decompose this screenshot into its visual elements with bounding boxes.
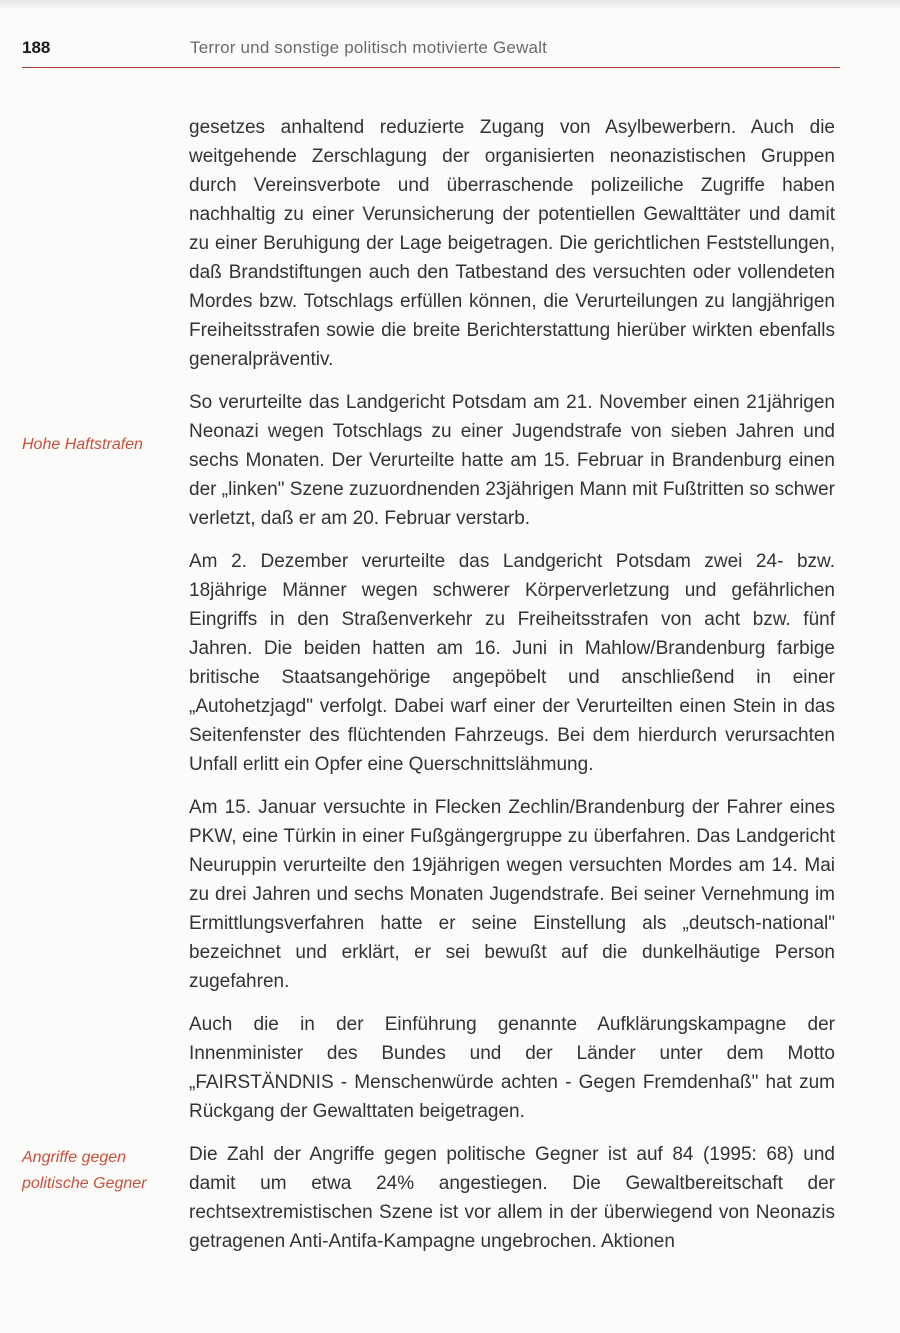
top-edge-shade	[0, 0, 900, 10]
paragraph: Auch die in der Einführung genannte Aufklärungskampagne der Innenminister des Bundes und der Länder unter dem Motto „FAIRSTÄNDNIS - Menschenwürde achten - Gegen Fremdenhaß" hat zum Rückgang der Gewalttaten beigetragen.	[189, 1014, 835, 1122]
running-title: Terror und sonstige politisch motivierte Gewalt	[190, 38, 548, 57]
paragraph: gesetzes anhaltend reduzierte Zugang von Asylbewerbern. Auch die weitgehende Zerschlagung der organisierten neonazistischen Gruppen durch Vereinsverbote und überraschende polizeiliche Zugriffe haben nachhaltig zu einer Verunsicherung der potentiellen Gewalttäter und damit zu einer Beruhigung der Lage beigetragen. Die gerichtlichen Feststellungen, daß Brandstiftungen auch den Tatbestand des versuchten oder vollendeten Mordes bzw. Totschlags erfüllen können, die Verurteilungen zu langjährigen Freiheitsstrafen sowie die breite Berichterstattung hierüber wirkten ebenfalls generalpräventiv.	[189, 117, 835, 370]
body-text	[189, 113, 835, 1270]
paragraph: Die Zahl der Angriffe gegen politische Gegner ist auf 84 (1995: 68) und damit um etwa 24% angestiegen. Die Gewaltbereitschaft der rechtsextremistischen Szene ist vor allem in der überwiegend von Neonazis getragenen Anti-Antifa-Kampagne ungebrochen. Aktionen	[189, 1144, 835, 1252]
margin-note-hohe-haftstrafen	[22, 432, 172, 458]
page-number: 188	[22, 38, 51, 57]
page-header	[22, 38, 840, 64]
paragraph: So verurteilte das Landgericht Potsdam am 21. November einen 21jährigen Neonazi wegen Totschlags zu einer Jugendstrafe von sieben Jahren und sechs Monaten. Der Verurteilte hatte am 15. Februar in Brandenburg einen der „linken" Szene zuzuordnenden 23jährigen Mann mit Fußtritten so schwer verletzt, daß er am 20. Februar verstarb.	[189, 392, 835, 529]
header-rule	[22, 67, 840, 68]
paragraph: Am 15. Januar versuchte in Flecken Zechlin/Brandenburg der Fahrer eines PKW, eine Türkin in einer Fußgängergruppe zu überfahren. Das Landgericht Neuruppin verurteilte den 19jährigen wegen versuchten Mordes am 14. Mai zu drei Jahren und sechs Monaten Jugendstrafe. Bei seiner Vernehmung im Ermittlungsverfahren hatte er seine Einstellung als „deutsch-national" bezeichnet und erklärt, er sei bewußt auf die dunkelhäutige Person zugefahren.	[189, 797, 835, 992]
paragraph: Am 2. Dezember verurteilte das Landgericht Potsdam zwei 24- bzw. 18jährige Männer wegen schwerer Körperverletzung und gefährlichen Eingriffs in den Straßenverkehr zu Freiheitsstrafen von acht bzw. fünf Jahren. Die beiden hatten am 16. Juni in Mahlow/Brandenburg farbige britische Staatsangehörige angepöbelt und anschließend in einer „Autohetzjagd" verfolgt. Dabei warf einer der Verurteilten einen Stein in das Seitenfenster des flüchtenden Fahrzeugs. Bei dem hierdurch verursachten Unfall erlitt ein Opfer eine Querschnittslähmung.	[189, 551, 835, 775]
margin-note-angriffe	[22, 1145, 172, 1197]
margin-note-line: Angriffe gegen	[22, 1149, 127, 1166]
margin-note-line: politische Gegner	[22, 1175, 147, 1192]
margin-note-text: Hohe Haftstrafen	[22, 436, 143, 453]
